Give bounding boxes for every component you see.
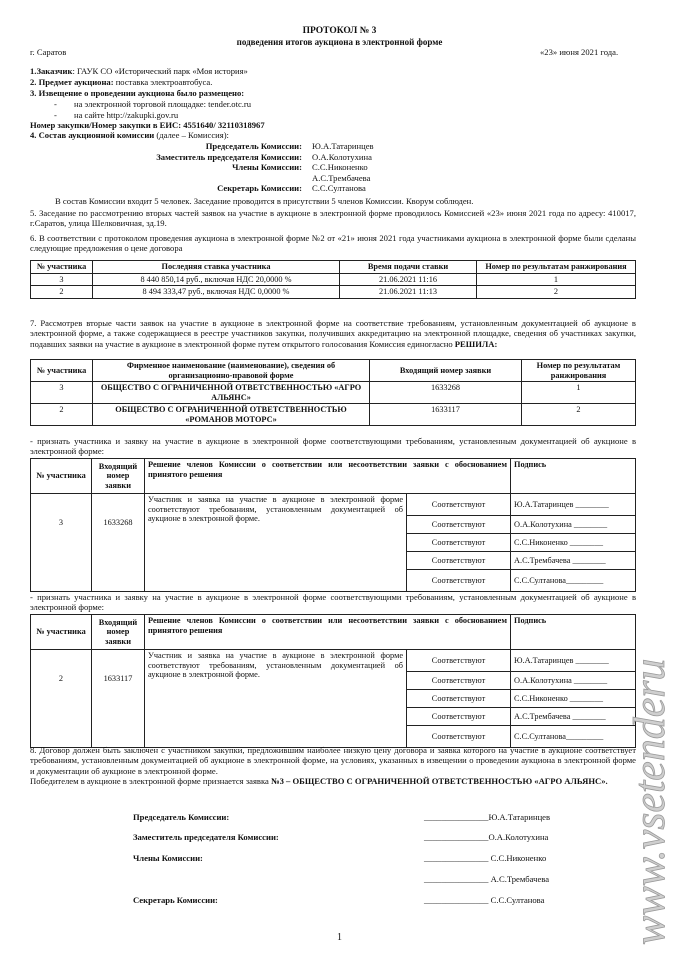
- table-cell: О.А.Колотухина ________: [511, 516, 636, 534]
- table-cell: С.С.Никоненко ________: [511, 690, 636, 708]
- table-cell: 2: [522, 404, 636, 426]
- quorum-text: В состав Комиссии входит 5 человек. Заседание проводится в присутствии 5 членов Комиссии. Кворум соблюден.: [55, 196, 474, 206]
- notice-item: - на электронной торговой площадке: tender.otc.ru: [54, 99, 252, 109]
- table-header: Решение членов Комиссии о соответствии или несоответствии заявки с обоснованием принятого решения: [145, 615, 511, 650]
- table-cell: Соответствуют: [407, 570, 511, 592]
- commission-row: [30, 173, 430, 184]
- signature-line: _______________Ю.А.Татаринцев: [424, 812, 551, 822]
- commission-label: 4. Состав аукционной комиссии: [30, 130, 155, 140]
- commission-role: Члены Комиссии:: [232, 162, 302, 172]
- vote-table: [30, 614, 636, 748]
- table-header: Входящий номер заявки: [370, 360, 522, 382]
- table-cell: Соответствуют: [407, 672, 511, 690]
- table-cell: 1633117: [92, 650, 145, 748]
- table-row: [31, 404, 636, 426]
- signature-line: _______________ С.С.Никоненко: [424, 853, 547, 863]
- table-cell: С.С.Султанова_________: [511, 570, 636, 592]
- table-row: [31, 273, 636, 286]
- table-header: № участника: [31, 459, 92, 494]
- vote-table: [30, 458, 636, 592]
- table-cell: ОБЩЕСТВО С ОГРАНИЧЕННОЙ ОТВЕТСТВЕННОСТЬЮ «АГРО АЛЬЯНС»: [93, 382, 370, 404]
- watermark-text: www.vsetenderu: [625, 658, 674, 945]
- table-cell: Участник и заявка на участие в аукционе в электронной форме соответствуют требованиям, установленным документацией об аукционе в электронной форме.: [145, 650, 407, 748]
- table-cell: Ю.А.Татаринцев ________: [511, 494, 636, 516]
- table-cell: 1: [522, 382, 636, 404]
- table-cell: 3: [31, 494, 92, 592]
- page-number: 1: [337, 932, 342, 943]
- table-cell: 3: [31, 382, 93, 404]
- table-cell: Ю.А.Татаринцев ________: [511, 650, 636, 672]
- table-cell: 2: [31, 404, 93, 426]
- table-header: Входящий номер заявки: [92, 459, 145, 494]
- table-cell: Соответствуют: [407, 534, 511, 552]
- signature-line: _______________ А.С.Трембачева: [424, 874, 550, 884]
- table-cell: А.С.Трембачева ________: [511, 552, 636, 570]
- purchase-number: Номер закупки/Номер закупки в ЕИС: 4551640/ 32110318967: [30, 120, 265, 130]
- city: г. Саратов: [30, 47, 67, 57]
- section-5: 5. Заседание по рассмотрению вторых частей заявок на участие в аукционе в электронной форме проводилось Комиссией «23» июня 2021 года по адресу: 410017, г.Саратов, улица Шелковичная, зд.19.: [30, 208, 636, 229]
- commission-role: Председатель Комиссии:: [205, 141, 302, 151]
- watermark: [622, 600, 679, 950]
- commission-name: С.С.Никоненко: [312, 162, 368, 172]
- commission-list: [30, 141, 430, 194]
- table-header: № участника: [31, 615, 92, 650]
- signature-role: Заместитель председателя Комиссии:: [133, 832, 279, 842]
- commission-row: [30, 141, 430, 152]
- notice-heading: 3. Извещение о проведении аукциона было размещено:: [30, 88, 245, 98]
- commission-name: О.А.Колотухина: [312, 151, 372, 162]
- table-cell: Соответствуют: [407, 708, 511, 726]
- commission-row: [30, 183, 430, 194]
- table-row: [31, 650, 636, 672]
- decision-label: РЕШИЛА:: [454, 338, 498, 349]
- section-7-text: 7. Рассмотрев вторые части заявок на участие в аукционе в электронной форме на соответствие требованиям, установленным документацией об аукционе в электронной форме, а также содержащиеся в реестре участников закупки, получивших аккредитацию на электронной площадке, сведения об участниках закупки, подавших заявки на участие в аукционе в электронной форме путем открытого голосования Комиссия единогласно: [30, 318, 636, 349]
- table-cell: С.С.Султанова_________: [511, 726, 636, 748]
- table-cell: С.С.Никоненко ________: [511, 534, 636, 552]
- table-header: № участника: [31, 360, 93, 382]
- table-cell: А.С.Трембачева ________: [511, 708, 636, 726]
- table-row: [31, 286, 636, 299]
- table-cell: 2: [477, 286, 636, 299]
- signature-line: _______________О.А.Колотухина: [424, 832, 549, 842]
- document-title: ПРОТОКОЛ № 3: [302, 26, 377, 36]
- table-header: Подпись: [511, 615, 636, 650]
- table-header: Номер по результатам ранжирования: [522, 360, 636, 382]
- commission-name: А.С.Трембачева: [312, 172, 371, 183]
- winner-name: №3 – ОБЩЕСТВО С ОГРАНИЧЕННОЙ ОТВЕТСТВЕННОСТЬЮ «АГРО АЛЬЯНС».: [270, 776, 608, 786]
- winner-statement: [30, 776, 636, 786]
- recognize-text: - признать участника и заявку на участие в аукционе в электронной форме соответствующими требованиям, установленным документацией об аукционе в электронной форме:: [30, 436, 636, 457]
- table-cell: 1633268: [370, 382, 522, 404]
- table-cell: 3: [31, 273, 93, 286]
- participants-table: [30, 359, 636, 426]
- table-cell: 1: [477, 273, 636, 286]
- table-header: Номер по результатам ранжирования: [477, 261, 636, 274]
- customer-label: 1.Заказчик: [30, 66, 73, 76]
- section-7: [30, 318, 636, 349]
- section-6: 6. В соответствии с протоколом проведения аукциона в электронной форме №2 от «21» июня 2021 года участниками аукциона в электронной форме были сделаны следующие предложения о цене договора: [30, 233, 636, 254]
- table-cell: О.А.Колотухина ________: [511, 672, 636, 690]
- table-cell: 2: [31, 650, 92, 748]
- table-cell: 21.06.2021 11:16: [340, 273, 477, 286]
- table-header: Последняя ставка участника: [93, 261, 340, 274]
- table-cell: 2: [31, 286, 93, 299]
- notice-zakupki: на сайте http://zakupki.gov.ru: [74, 110, 179, 120]
- commission-row: [30, 162, 430, 173]
- table-cell: ОБЩЕСТВО С ОГРАНИЧЕННОЙ ОТВЕТСТВЕННОСТЬЮ «РОМАНОВ МОТОРС»: [93, 404, 370, 426]
- subject-text: поставка электроавтобуса.: [113, 77, 213, 87]
- signature-role: Члены Комиссии:: [133, 853, 203, 863]
- table-cell: 8 494 333,47 руб., включая НДС 0,0000 %: [93, 286, 340, 299]
- signature-role: Секретарь Комиссии:: [133, 895, 218, 905]
- table-header: Входящий номер заявки: [92, 615, 145, 650]
- bids-table: [30, 260, 636, 299]
- commission-text: (далее – Комиссия):: [154, 130, 229, 140]
- customer-text: : ГАУК СО «Исторический парк «Моя история»: [72, 66, 248, 76]
- signature-role: Председатель Комиссии:: [133, 812, 230, 822]
- table-cell: 1633117: [370, 404, 522, 426]
- table-cell: Соответствуют: [407, 552, 511, 570]
- subject-label: 2. Предмет аукциона:: [30, 77, 114, 87]
- commission-row: [30, 152, 430, 163]
- commission-role: [30, 173, 302, 184]
- commission-name: С.С.Султанова: [312, 183, 366, 193]
- section-customer: [30, 66, 630, 76]
- section-8: 8. Договор должен быть заключен с участником закупки, предложившим наиболее низкую цену договора и заявка которого на участие в аукционе соответствует требованиям, установленным документацией об аукционе в электронной форме, на условиях, указанных в извещении о проведении аукциона в электронной форме и документации об аукционе в электронной форме.: [30, 745, 636, 776]
- table-cell: 21.06.2021 11:13: [340, 286, 477, 299]
- table-cell: Соответствуют: [407, 650, 511, 672]
- notice-etp: на электронной торговой площадке: tender.otc.ru: [74, 99, 252, 109]
- table-cell: Соответствуют: [407, 516, 511, 534]
- commission-name: Ю.А.Татаринцев: [312, 141, 374, 151]
- signature-line: _______________ С.С.Султанова: [424, 895, 545, 905]
- recognize-text: - признать участника и заявку на участие в аукционе в электронной форме соответствующими требованиям, установленным документацией об аукционе в электронной форме:: [30, 592, 636, 613]
- section-commission: [30, 130, 229, 140]
- table-cell: Участник и заявка на участие в аукционе в электронной форме соответствуют требованиям, установленным документацией об аукционе в электронной форме.: [145, 494, 407, 592]
- table-header: Фирменное наименование (наименование), сведения об организационно-правовой форме: [93, 360, 370, 382]
- winner-text: Победителем в аукционе в электронной форме признается заявка: [30, 776, 271, 786]
- table-row: [31, 382, 636, 404]
- table-cell: 1633268: [92, 494, 145, 592]
- document-date: «23» июня 2021 года.: [540, 47, 619, 57]
- table-row: [31, 494, 636, 516]
- table-header: Решение членов Комиссии о соответствии или несоответствии заявки с обоснованием принятого решения: [145, 459, 511, 494]
- section-subject: [30, 77, 212, 87]
- table-cell: 8 440 850,14 руб., включая НДС 20,0000 %: [93, 273, 340, 286]
- table-header: Подпись: [511, 459, 636, 494]
- commission-role: Заместитель председателя Комиссии:: [156, 151, 302, 162]
- table-cell: Соответствуют: [407, 690, 511, 708]
- table-cell: Соответствуют: [407, 726, 511, 748]
- commission-role: Секретарь Комиссии:: [217, 183, 302, 193]
- document-subtitle: подведения итогов аукциона в электронной форме: [236, 37, 443, 47]
- notice-item: - на сайте http://zakupki.gov.ru: [54, 110, 179, 120]
- table-header: Время подачи ставки: [340, 261, 477, 274]
- table-header: № участника: [31, 261, 93, 274]
- table-cell: Соответствуют: [407, 494, 511, 516]
